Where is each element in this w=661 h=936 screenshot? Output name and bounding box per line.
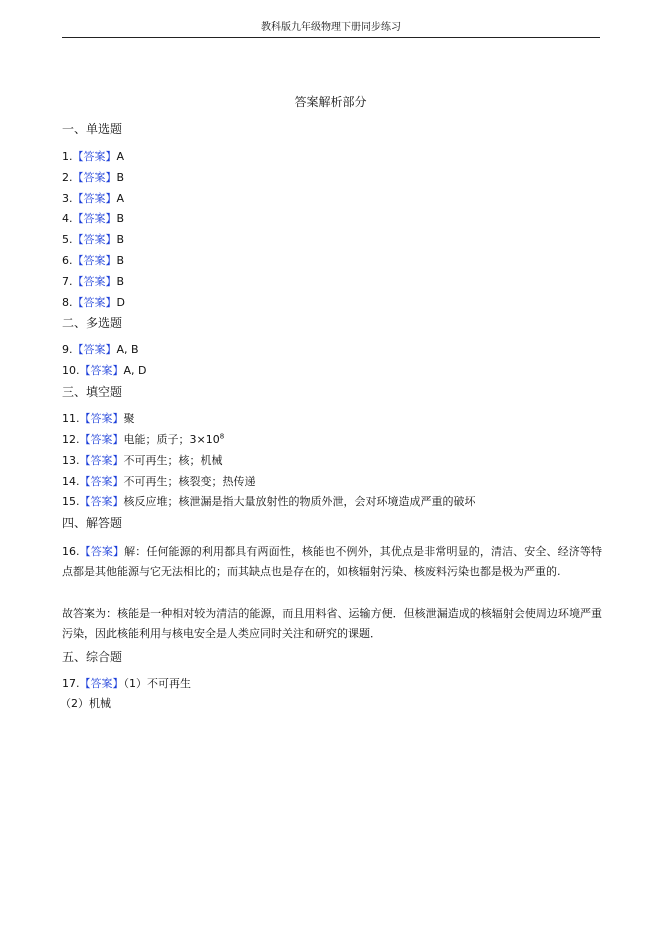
page-header (62, 21, 600, 38)
answer-line-8 (62, 296, 602, 310)
q16-conclusion: 故答案为：核能是一种相对较为清洁的能源，而且用料省、运输方便．但核泄漏造成的核辐射会使周边环境严重污染，因此核能利用与核电安全是人类应同时关注和研究的课题． (62, 607, 602, 640)
answer-value: B (116, 212, 125, 225)
question-number: 8. (62, 296, 73, 309)
answer-value: A, D (123, 364, 147, 377)
answer-value: B (116, 275, 125, 288)
answer-line-14 (62, 475, 602, 489)
answer-value: 不可再生；核；机械 (123, 454, 223, 467)
question-number: 1. (62, 150, 73, 163)
question-number: 7. (62, 275, 73, 288)
question-number: 5. (62, 233, 73, 246)
answer-value: 核反应堆；核泄漏是指大量放射性的物质外泄，会对环境造成严重的破坏 (123, 495, 476, 508)
question-number: 10. (62, 364, 80, 377)
question-number: 3. (62, 192, 73, 205)
question-number: 12. (62, 433, 80, 446)
answer-value: （1）不可再生 (123, 677, 191, 690)
answer-line-12 (62, 433, 602, 447)
answer-line-11 (62, 412, 602, 426)
section-heading-single-choice: 一、单选题 (62, 122, 123, 136)
answer-tag: 【答案】 (79, 454, 124, 467)
answer-line-1 (62, 150, 602, 164)
answer-tag: 【答案】 (72, 171, 117, 184)
question-number: 6. (62, 254, 73, 267)
answer-tag: 【答案】 (72, 233, 117, 246)
answer-value: 不可再生；核裂变；热传递 (123, 475, 256, 488)
answer-tag: 【答案】 (72, 275, 117, 288)
answer-line-7 (62, 275, 602, 289)
question-number: 13. (62, 454, 80, 467)
section-heading-solution: 四、解答题 (62, 516, 123, 530)
question-number: 16. (62, 545, 80, 558)
answer-tag: 【答案】 (79, 495, 124, 508)
answer-value: A (116, 150, 125, 163)
answer-tag: 【答案】 (79, 364, 124, 377)
section-heading-multi-choice: 二、多选题 (62, 316, 123, 330)
exponent: 8 (219, 432, 225, 441)
question-number: 2. (62, 171, 73, 184)
question-number: 4. (62, 212, 73, 225)
answer-line-10 (62, 364, 602, 378)
answer-value: B (116, 233, 125, 246)
question-number: 14. (62, 475, 80, 488)
header-text: 教科版九年级物理下册同步练习 (261, 22, 401, 33)
question-number: 17. (62, 677, 80, 690)
answer-line-5 (62, 233, 602, 247)
section-heading-comprehensive: 五、综合题 (62, 650, 123, 664)
answer-tag: 【答案】 (79, 475, 124, 488)
answer-tag: 【答案】 (72, 150, 117, 163)
answer-value: D (116, 296, 125, 309)
answer-line-4 (62, 212, 602, 226)
answer-value: B (116, 254, 125, 267)
section-heading-fill-blank: 三、填空题 (62, 385, 123, 399)
answer-value: 聚 (123, 412, 135, 425)
answer-value: A (116, 192, 125, 205)
answer-value: A, B (116, 343, 139, 356)
q17-part-2: （2）机械 (60, 697, 111, 710)
answer-tag: 【答案】 (79, 677, 124, 690)
answer-line-9 (62, 343, 602, 357)
answer-tag: 【答案】 (79, 545, 125, 558)
answer-tag: 【答案】 (79, 412, 124, 425)
answer-line-16 (62, 542, 602, 602)
answer-value: B (116, 171, 125, 184)
answer-line-6 (62, 254, 602, 268)
answer-line-13 (62, 454, 602, 468)
answer-value: 解：任何能源的利用都具有两面性，核能也不例外，其优点是非常明显的，清洁、安全、经济等特点都是其他能源与它无法相比的；而其缺点也是存在的，如核辐射污染、核废料污染也都是极为严重的. (62, 545, 603, 578)
page-title: 答案解析部分 (294, 95, 367, 109)
answer-tag: 【答案】 (72, 212, 117, 225)
answer-tag: 【答案】 (79, 433, 124, 446)
question-number: 11. (62, 412, 80, 425)
answer-line-3 (62, 192, 602, 206)
answer-line-15 (62, 495, 602, 509)
answer-tag: 【答案】 (72, 296, 117, 309)
answer-tag: 【答案】 (72, 343, 117, 356)
answer-value: 电能；质子；3×10 (123, 433, 220, 446)
answer-tag: 【答案】 (72, 192, 117, 205)
question-number: 15. (62, 495, 80, 508)
answer-line-2 (62, 171, 602, 185)
question-number: 9. (62, 343, 73, 356)
answer-tag: 【答案】 (72, 254, 117, 267)
answer-line-17 (62, 677, 602, 691)
